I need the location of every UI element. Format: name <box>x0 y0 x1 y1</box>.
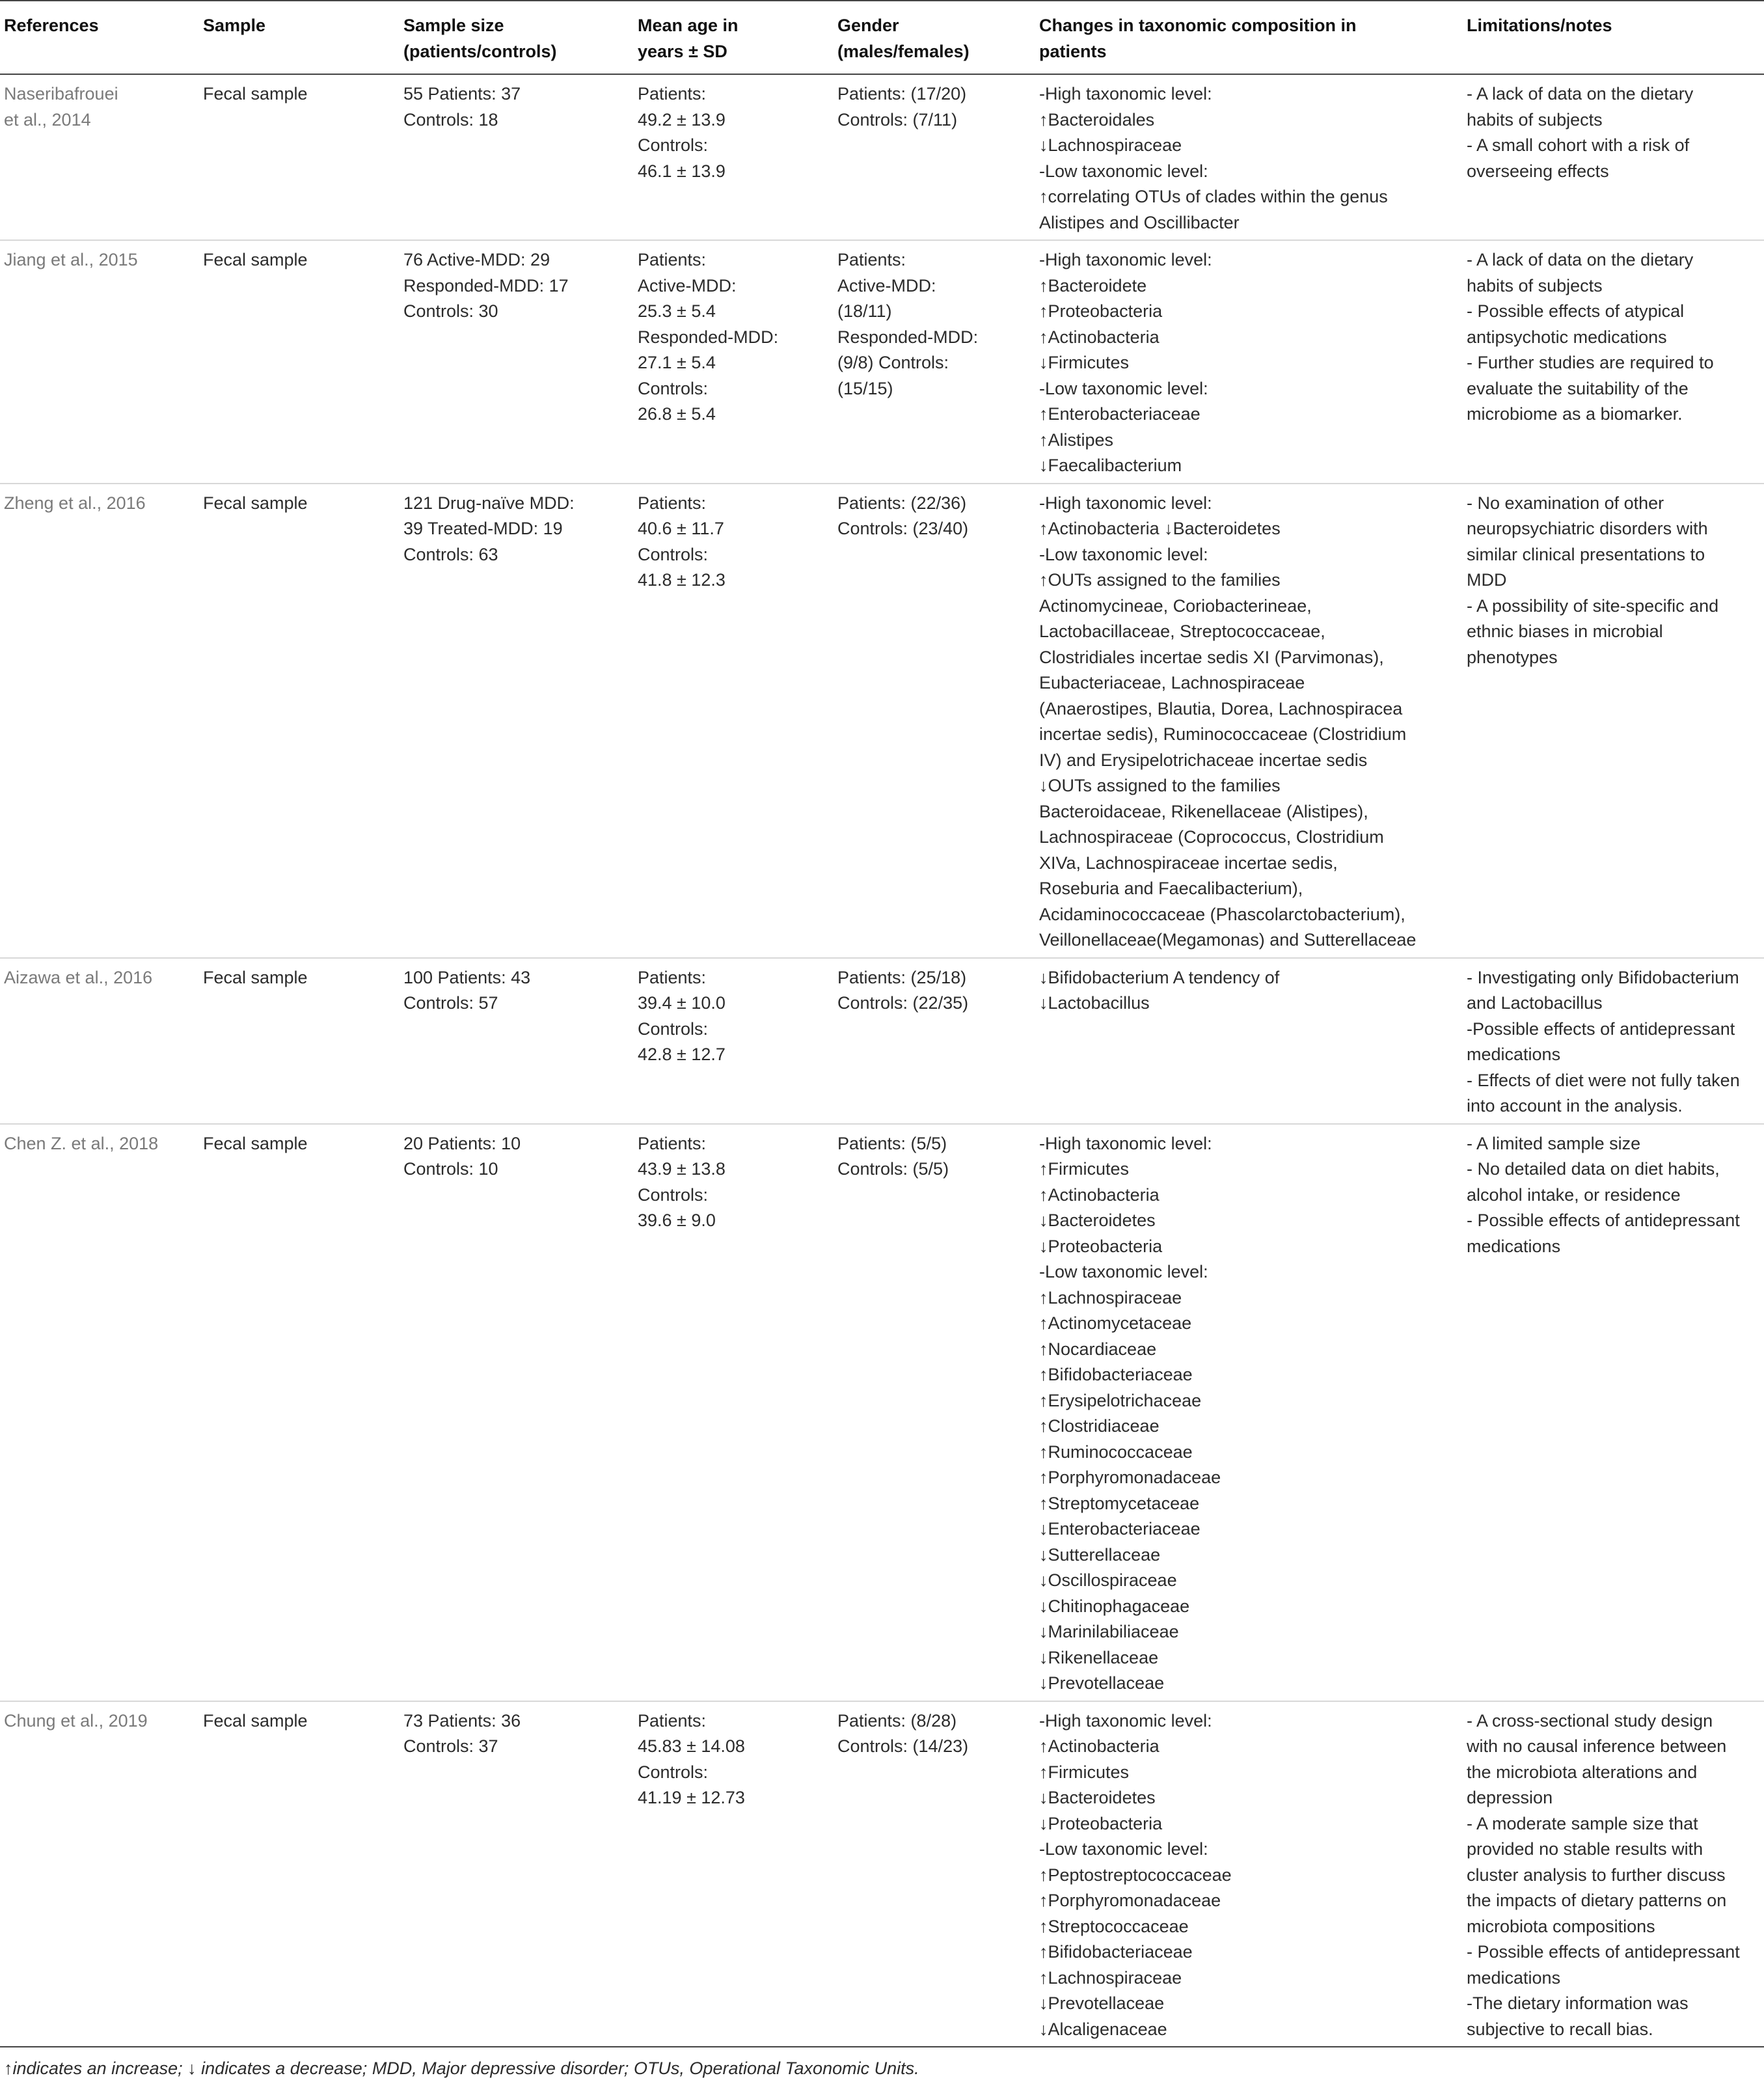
cell-mean-age: Patients: 40.6 ± 11.7 Controls: 41.8 ± 12.3 <box>638 493 726 590</box>
cell-limitations: - Investigating only Bifidobacterium and Lactobacillus -Possible effects of antidepressant medications - Effects of diet were not fully taken into account in the analysis. <box>1467 967 1740 1115</box>
cell-sample: Fecal sample <box>203 250 308 269</box>
header-taxonomic-changes: Changes in taxonomic composition in patients <box>1039 16 1357 61</box>
cell-taxonomic-changes: -High taxonomic level: ↑Bacteroidete ↑Proteobacteria ↑Actinobacteria ↓Firmicutes -Low taxonomic level: ↑Enterobacteriaceae ↑Alistipes ↓Faecalibacterium <box>1039 250 1212 475</box>
cell-mean-age: Patients: 43.9 ± 13.8 Controls: 39.6 ± 9.0 <box>638 1133 726 1230</box>
cell-sample-size: 76 Active-MDD: 29 Responded-MDD: 17 Controls: 30 <box>403 250 569 321</box>
cell-taxonomic-changes: -High taxonomic level: ↑Bacteroidales ↓Lachnospiraceae -Low taxonomic level: ↑correlating OTUs of clades within the genus Alistipes and Oscillibacter <box>1039 84 1388 232</box>
cell-mean-age: Patients: 49.2 ± 13.9 Controls: 46.1 ± 13.9 <box>638 84 726 181</box>
header-mean-age: Mean age in years ± SD <box>638 16 739 61</box>
header-sample: Sample <box>203 16 266 35</box>
cell-reference: Aizawa et al., 2016 <box>4 967 153 987</box>
cell-gender: Patients: (22/36) Controls: (23/40) <box>837 493 969 538</box>
header-sample-size: Sample size (patients/controls) <box>403 16 557 61</box>
cell-mean-age: Patients: 39.4 ± 10.0 Controls: 42.8 ± 12.7 <box>638 967 726 1064</box>
cell-reference: Chen Z. et al., 2018 <box>4 1133 159 1153</box>
table-header <box>0 1 1764 74</box>
cell-sample: Fecal sample <box>203 1133 308 1153</box>
table-body <box>0 74 1764 2047</box>
cell-gender: Patients: Active-MDD: (18/11) Responded-MDD: (9/8) Controls: (15/15) <box>837 250 979 398</box>
cell-reference: Jiang et al., 2015 <box>4 250 138 269</box>
cell-sample: Fecal sample <box>203 493 308 513</box>
cell-sample-size: 73 Patients: 36 Controls: 37 <box>403 1710 521 1756</box>
cell-taxonomic-changes: -High taxonomic level: ↑Actinobacteria ↑Firmicutes ↓Bacteroidetes ↓Proteobacteria -Low taxonomic level: ↑Peptostreptococcaceae ↑Porphyromonadaceae ↑Streptococcaceae ↑Bifidobacteriaceae ↑Lachnospiraceae ↓Prevotellaceae ↓Alcaligenaceae <box>1039 1710 1232 2039</box>
cell-sample-size: 20 Patients: 10 Controls: 10 <box>403 1133 521 1179</box>
table-footnote: ↑indicates an increase; ↓ indicates a decrease; MDD, Major depressive disorder; OTUs, Operational Taxonomic Units. <box>4 2059 919 2078</box>
cell-gender: Patients: (25/18) Controls: (22/35) <box>837 967 969 1013</box>
table-row <box>0 958 1764 1124</box>
table-row <box>0 484 1764 958</box>
cell-sample: Fecal sample <box>203 967 308 987</box>
cell-taxonomic-changes: -High taxonomic level: ↑Actinobacteria ↓Bacteroidetes -Low taxonomic level: ↑OUTs assigned to the families Actinomycineae, Coriobacterineae, Lactobacillaceae, Streptococcaceae, Clostridiales incertae sedis XI (Parvimonas), Eubacteriaceae, Lachnospiraceae (Anaerostipes, Blautia, Dorea, Lachnospiracea incertae sedis), Ruminococcaceae (Clostridium IV) and Erysipelotrichaceae incertae sedis ↓OUTs assigned to the families Bacteroidaceae, Rikenellaceae (Alistipes), Lachnospiraceae (Coprococcus, Clostridium XIVa, Lachnospiraceae incertae sedis, Roseburia and Faecalibacterium), Acidaminococcaceae (Phascolarctobacterium), Veillonellaceae(Megamonas) and Sutterellaceae <box>1039 493 1417 950</box>
cell-gender: Patients: (8/28) Controls: (14/23) <box>837 1710 969 1756</box>
cell-sample-size: 55 Patients: 37 Controls: 18 <box>403 84 521 130</box>
table-row <box>0 1124 1764 1701</box>
cell-limitations: - A cross-sectional study design with no causal inference between the microbiota alterations and depression - A moderate sample size that provided no stable results with cluster analysis to further discuss the impacts of dietary patterns on microbiota compositions - Possible effects of antidepressant medications -The dietary information was subjective to recall bias. <box>1467 1710 1740 2039</box>
cell-taxonomic-changes: -High taxonomic level: ↑Firmicutes ↑Actinobacteria ↓Bacteroidetes ↓Proteobacteria -Low taxonomic level: ↑Lachnospiraceae ↑Actinomycetaceae ↑Nocardiaceae ↑Bifidobacteriaceae ↑Erysipelotrichaceae ↑Clostridiaceae ↑Ruminococcaceae ↑Porphyromonadaceae ↑Streptomycetaceae ↓Enterobacteriaceae ↓Sutterellaceae ↓Oscillospiraceae ↓Chitinophagaceae ↓Marinilabiliaceae ↓Rikenellaceae ↓Prevotellaceae <box>1039 1133 1221 1693</box>
cell-taxonomic-changes: ↓Bifidobacterium A tendency of ↓Lactobacillus <box>1039 967 1280 1013</box>
cell-limitations: - A lack of data on the dietary habits of subjects - Possible effects of atypical antipsychotic medications - Further studies are required to evaluate the suitability of the microbiome as a biomarker. <box>1467 250 1714 424</box>
cell-sample: Fecal sample <box>203 84 308 103</box>
header-gender: Gender (males/females) <box>837 16 970 61</box>
cell-gender: Patients: (5/5) Controls: (5/5) <box>837 1133 949 1179</box>
cell-limitations: - No examination of other neuropsychiatric disorders with similar clinical presentations to MDD - A possibility of site-specific and ethnic biases in microbial phenotypes <box>1467 493 1719 667</box>
table-row <box>0 74 1764 240</box>
header-row <box>0 1 1764 74</box>
header-limitations: Limitations/notes <box>1467 16 1612 35</box>
cell-gender: Patients: (17/20) Controls: (7/11) <box>837 84 967 130</box>
cell-sample-size: 100 Patients: 43 Controls: 57 <box>403 967 531 1013</box>
cell-sample-size: 121 Drug-naïve MDD: 39 Treated-MDD: 19 Controls: 63 <box>403 493 575 564</box>
cell-reference: Chung et al., 2019 <box>4 1710 148 1731</box>
cell-limitations: - A lack of data on the dietary habits of subjects - A small cohort with a risk of overseeing effects <box>1467 84 1694 181</box>
cell-mean-age: Patients: Active-MDD: 25.3 ± 5.4 Responded-MDD: 27.1 ± 5.4 Controls: 26.8 ± 5.4 <box>638 250 779 424</box>
cell-reference: Zheng et al., 2016 <box>4 493 146 513</box>
cell-reference: Naseribafrouei et al., 2014 <box>4 84 118 130</box>
table-row <box>0 1701 1764 2047</box>
table-row <box>0 240 1764 484</box>
cell-sample: Fecal sample <box>203 1710 308 1731</box>
cell-mean-age: Patients: 45.83 ± 14.08 Controls: 41.19 ± 12.73 <box>638 1710 745 1807</box>
cell-limitations: - A limited sample size - No detailed data on diet habits, alcohol intake, or residence - Possible effects of antidepressant medications <box>1467 1133 1740 1256</box>
header-references: References <box>4 16 99 35</box>
